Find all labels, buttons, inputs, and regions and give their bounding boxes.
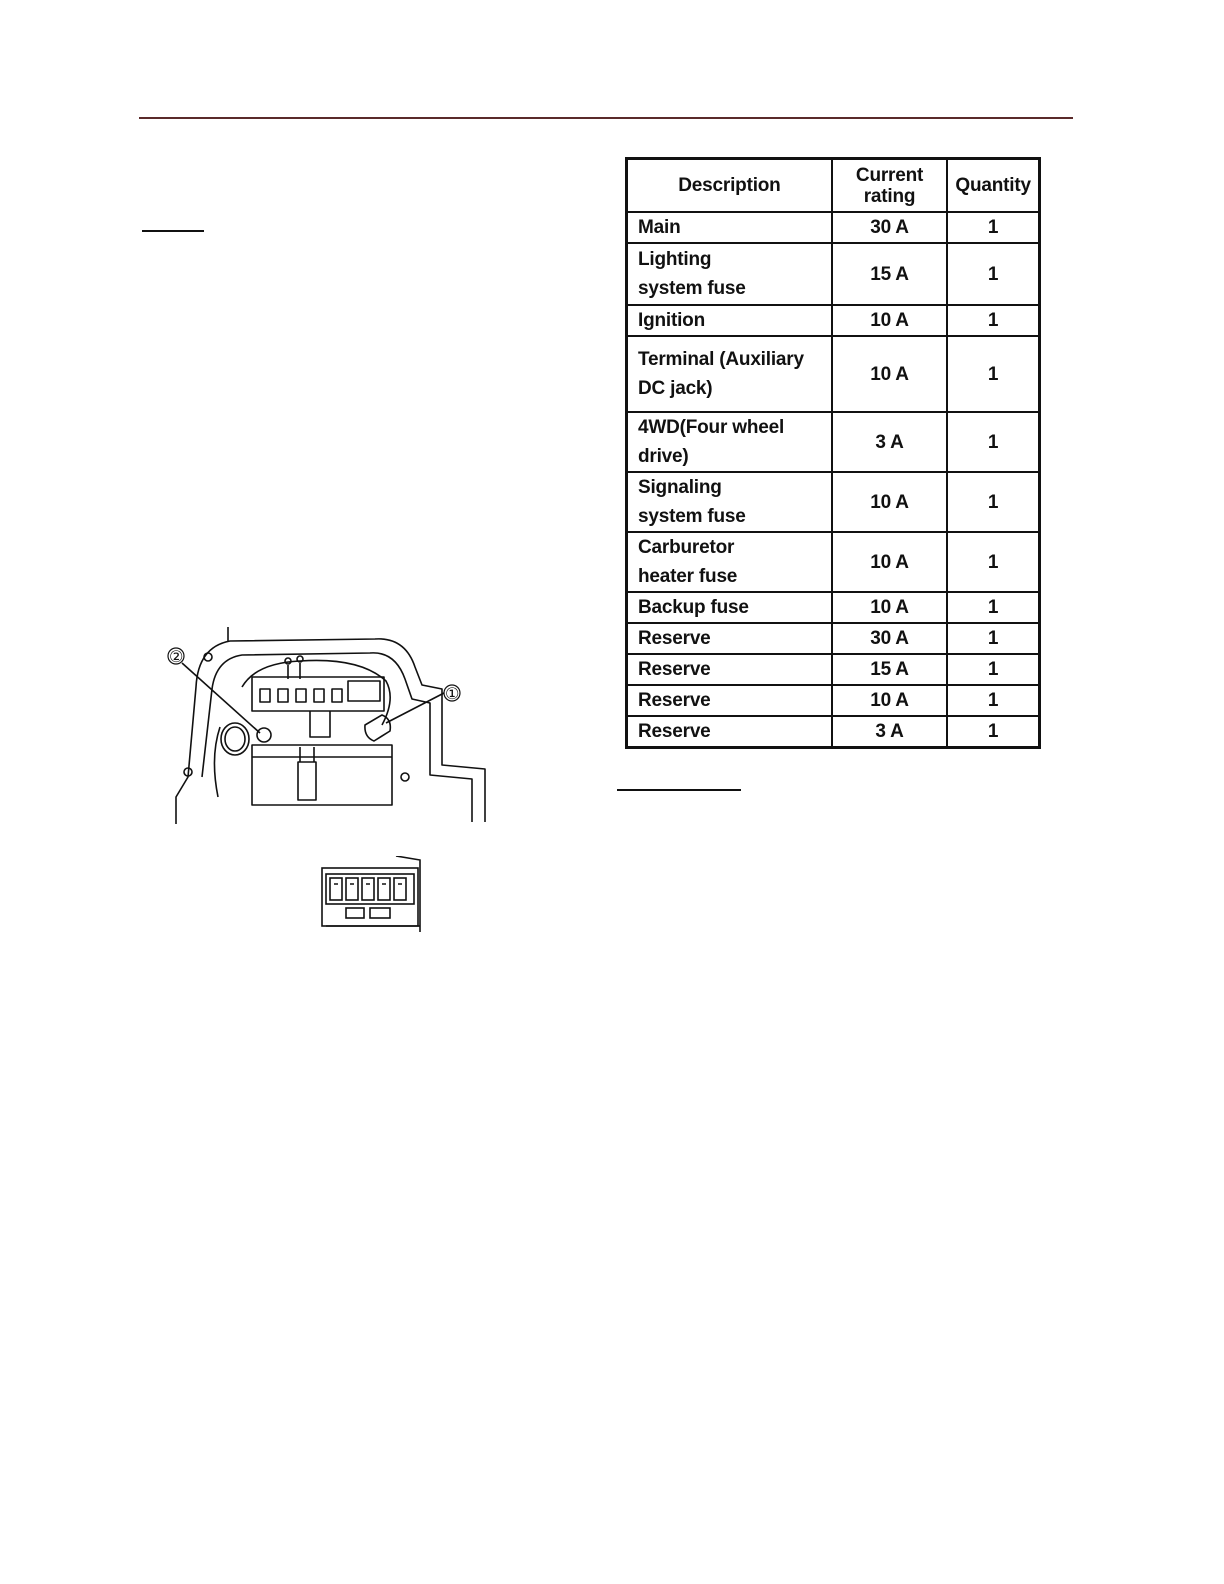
cell-quantity: 1 — [947, 243, 1039, 305]
cell-description: Reserve — [627, 716, 832, 748]
table-row — [627, 716, 1040, 748]
cell-quantity: 1 — [947, 716, 1039, 748]
cell-description — [627, 412, 832, 472]
cell-quantity: 1 — [947, 472, 1039, 532]
cell-rating: 10 A — [832, 532, 947, 592]
cell-rating: 3 A — [832, 716, 947, 748]
fuse-table — [625, 157, 1041, 749]
cell-rating: 3 A — [832, 412, 947, 472]
fuse-slot — [278, 689, 288, 702]
cell-quantity: 1 — [947, 685, 1039, 716]
table-row — [627, 472, 1040, 532]
fuse-slot — [314, 689, 324, 702]
fuse-cell — [362, 878, 374, 900]
cell-rating: 10 A — [832, 305, 947, 336]
cell-description: Reserve — [627, 623, 832, 654]
callout-1: ① — [445, 684, 460, 703]
callout-2: ② — [169, 647, 184, 666]
fuse-cell — [346, 878, 358, 900]
cell-description: Reserve — [627, 654, 832, 685]
wire-harness — [242, 660, 390, 725]
cell-quantity: 1 — [947, 623, 1039, 654]
cell-rating: 15 A — [832, 654, 947, 685]
cell-description-text: Signaling system fuse — [638, 477, 746, 527]
section-underline-left — [142, 230, 204, 232]
fuse-slot — [260, 689, 270, 702]
cell-description-text: Lighting system fuse — [638, 249, 746, 299]
terminal-2 — [257, 728, 271, 742]
cell-description: Reserve — [627, 685, 832, 716]
header-rule — [139, 117, 1073, 119]
table-row — [627, 592, 1040, 623]
table-row — [627, 654, 1040, 685]
cell-quantity: 1 — [947, 336, 1039, 412]
relay-block — [348, 681, 380, 701]
cell-rating: 10 A — [832, 336, 947, 412]
cell-description-text: Carburetor heater fuse — [638, 537, 738, 587]
header-current-rating — [832, 159, 947, 213]
cell-rating: 30 A — [832, 212, 947, 243]
cell-quantity: 1 — [947, 592, 1039, 623]
battery-tray — [252, 745, 392, 805]
cell-description — [627, 243, 832, 305]
table-row — [627, 532, 1040, 592]
cell-rating: 30 A — [832, 623, 947, 654]
cell-quantity: 1 — [947, 654, 1039, 685]
cell-description-text: 4WD(Four wheel drive) — [638, 417, 785, 467]
leader-line-1 — [386, 693, 444, 723]
cell-description: Backup fuse — [627, 592, 832, 623]
cell-description-text: Terminal (Auxiliary DC jack) — [638, 349, 804, 399]
fuse-block-detail — [316, 856, 422, 932]
table-row — [627, 212, 1040, 243]
header-quantity: Quantity — [947, 159, 1039, 213]
connector-1 — [365, 715, 390, 741]
table-row — [627, 685, 1040, 716]
table-row — [627, 336, 1040, 412]
header-current-rating-text: Current rating — [855, 164, 924, 207]
header-description: Description — [627, 159, 832, 213]
cell-description: Main — [627, 212, 832, 243]
cell-rating: 10 A — [832, 472, 947, 532]
fuse-cell — [330, 878, 342, 900]
cell-description — [627, 472, 832, 532]
table-row — [627, 305, 1040, 336]
section-underline-right — [617, 789, 741, 791]
cell-description — [627, 532, 832, 592]
fuse-slot — [296, 689, 306, 702]
fuse-slot — [332, 689, 342, 702]
cell-description — [627, 336, 832, 412]
cell-quantity: 1 — [947, 532, 1039, 592]
cell-rating: 15 A — [832, 243, 947, 305]
housing-inner — [202, 653, 472, 822]
table-row — [627, 412, 1040, 472]
leader-line-2 — [182, 663, 260, 733]
cell-quantity: 1 — [947, 305, 1039, 336]
cell-rating: 10 A — [832, 685, 947, 716]
cell-quantity: 1 — [947, 412, 1039, 472]
battery-strap — [298, 762, 316, 800]
cell-rating: 10 A — [832, 592, 947, 623]
table-row — [627, 243, 1040, 305]
fuse-cell — [378, 878, 390, 900]
fuse-box-diagram — [160, 627, 492, 827]
table-row — [627, 623, 1040, 654]
fuse-cell — [394, 878, 406, 900]
cell-description: Ignition — [627, 305, 832, 336]
cell-quantity: 1 — [947, 212, 1039, 243]
